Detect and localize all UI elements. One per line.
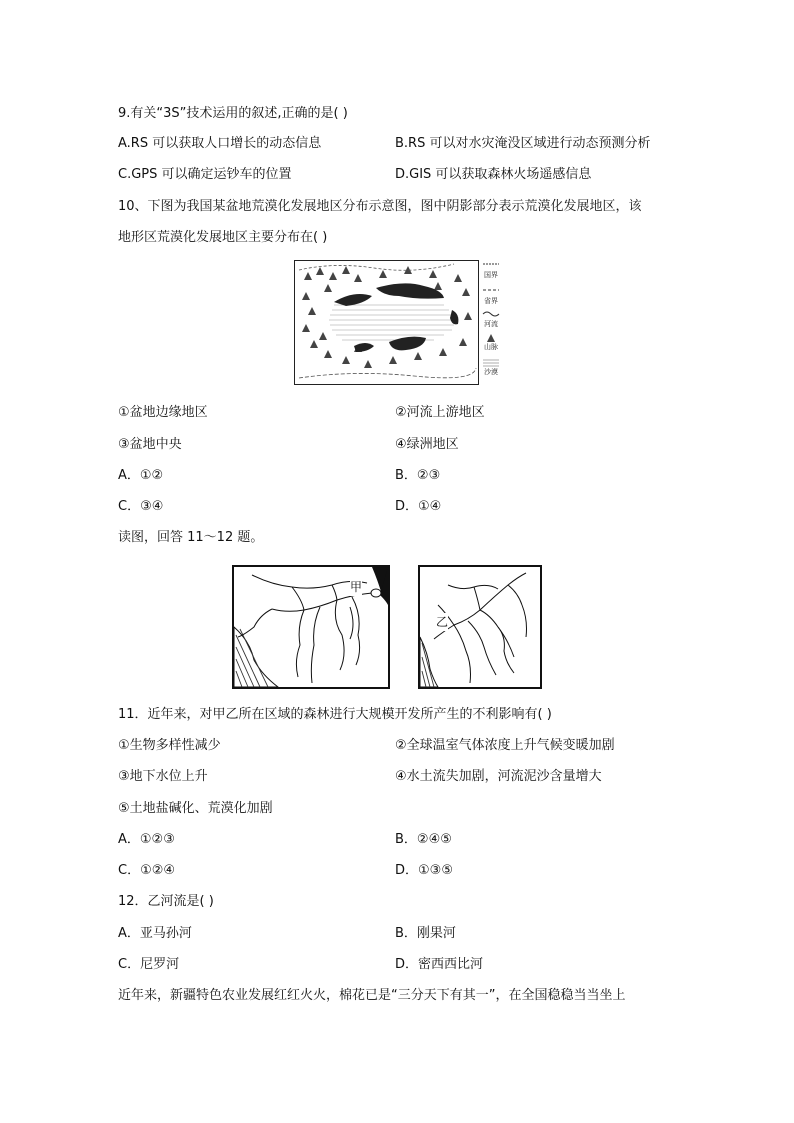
q9-stem: 9.有关“3S”技术运用的叙述,正确的是( ) xyxy=(118,106,348,121)
q11-option-b: B．②④⑤ xyxy=(395,832,452,847)
legend-border: 国界 xyxy=(484,271,498,279)
q10-stem-line1: 10、下图为我国某盆地荒漠化发展地区分布示意图，图中阴影部分表示荒漠化发展地区，该 xyxy=(118,199,642,214)
q12-option-c: C．尼罗河 xyxy=(118,957,180,972)
q10-option-b: B．②③ xyxy=(395,468,441,483)
q11-option-a: A．①②③ xyxy=(118,832,175,847)
legend-river: 河流 xyxy=(484,320,498,328)
q11-item-5: ⑤土地盐碱化、荒漠化加剧 xyxy=(118,801,273,816)
q9-option-b: B.RS 可以对水灾淹没区域进行动态预测分析 xyxy=(395,136,651,151)
q11-item-2: ②全球温室气体浓度上升气候变暖加剧 xyxy=(395,738,615,753)
q10-item-4: ④绿洲地区 xyxy=(395,437,459,452)
q9-option-a: A.RS 可以获取人口增长的动态信息 xyxy=(118,136,322,151)
q10-item-1: ①盆地边缘地区 xyxy=(118,405,208,420)
map-label-jia: 甲 xyxy=(350,580,363,594)
q11-item-4: ④水土流失加剧，河流泥沙含量增大 xyxy=(395,769,602,784)
q10-stem-line2: 地形区荒漠化发展地区主要分布在( ) xyxy=(118,230,328,245)
tail-paragraph: 近年来，新疆特色农业发展红红火火，棉花已是“三分天下有其一”，在全国稳稳当当坐上 xyxy=(118,988,626,1003)
q9-option-c: C.GPS 可以确定运钞车的位置 xyxy=(118,167,292,182)
q9-option-d: D.GIS 可以获取森林火场遥感信息 xyxy=(395,167,592,182)
q12-option-d: D．密西西比河 xyxy=(395,957,484,972)
map-label-yi: 乙 xyxy=(436,615,449,629)
river-map-left xyxy=(232,565,390,689)
legend-mountain: 山脉 xyxy=(484,343,498,351)
q11-item-1: ①生物多样性减少 xyxy=(118,738,221,753)
q12-option-b: B．刚果河 xyxy=(395,926,456,941)
q12-option-a: A．亚马孙河 xyxy=(118,926,192,941)
q11-stem: 11．近年来，对甲乙所在区域的森林进行大规模开发所产生的不利影响有( ) xyxy=(118,707,552,722)
legend-desert: 沙漠 xyxy=(484,368,498,376)
q10-item-3: ③盆地中央 xyxy=(118,437,182,452)
q11-option-d: D．①③⑤ xyxy=(395,863,453,878)
basin-desertification-map xyxy=(294,260,504,386)
q10-option-c: C．③④ xyxy=(118,499,164,514)
read-prompt: 读图，回答 11～12 题。 xyxy=(118,530,264,545)
q10-option-d: D．①④ xyxy=(395,499,442,514)
q10-item-2: ②河流上游地区 xyxy=(395,405,485,420)
q12-stem: 12．乙河流是( ) xyxy=(118,894,214,909)
legend-province: 省界 xyxy=(484,297,498,305)
q10-option-a: A．①② xyxy=(118,468,164,483)
q11-item-3: ③地下水位上升 xyxy=(118,769,208,784)
q11-option-c: C．①②④ xyxy=(118,863,176,878)
